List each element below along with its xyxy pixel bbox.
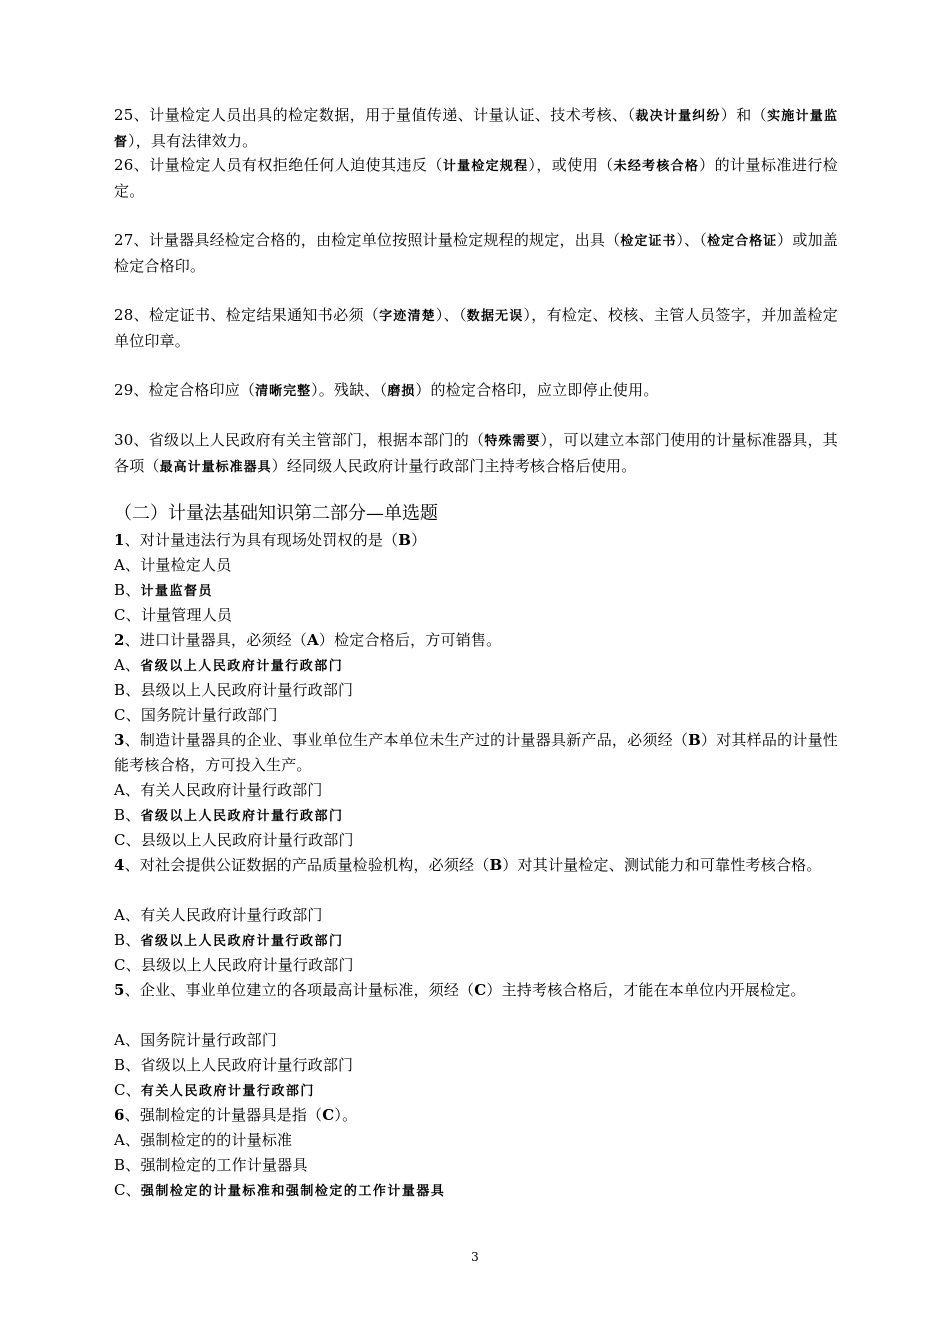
fill-text: 26、计量检定人员有权拒绝任何人迫使其违反（ bbox=[114, 156, 443, 174]
question-stem bbox=[114, 528, 838, 553]
question-text: ）主持考核合格后，才能在本单位内开展检定。 bbox=[486, 981, 806, 999]
fill-answer: 清晰完整 bbox=[255, 384, 312, 399]
option-b bbox=[114, 1053, 838, 1078]
option-label: C、 bbox=[114, 831, 141, 849]
option-b-correct bbox=[114, 803, 838, 829]
fill-answer: 检定证书 bbox=[620, 234, 677, 249]
option-c bbox=[114, 703, 838, 728]
question-text: 、强制检定的计量器具是指（ bbox=[124, 1106, 323, 1124]
option-a bbox=[114, 553, 838, 578]
fill-answer: 特殊需要 bbox=[484, 434, 541, 449]
option-label: A、 bbox=[114, 656, 141, 674]
option-text: 有关人民政府计量行政部门 bbox=[140, 781, 323, 799]
question-text: 、对计量违法行为具有现场处罚权的是（ bbox=[124, 531, 399, 549]
option-a bbox=[114, 778, 838, 803]
option-text: 县级以上人民政府计量行政部门 bbox=[140, 831, 354, 849]
question-answer: C bbox=[474, 981, 487, 999]
question-text: ） bbox=[411, 531, 427, 549]
option-text: 计量监督员 bbox=[140, 584, 213, 599]
question-number: 6 bbox=[114, 1106, 125, 1124]
option-label: B、 bbox=[114, 1156, 141, 1174]
question-stem bbox=[114, 1103, 838, 1128]
option-label: A、 bbox=[114, 1131, 141, 1149]
question-stem bbox=[114, 853, 838, 878]
option-c bbox=[114, 953, 838, 978]
option-text: 国务院计量行政部门 bbox=[140, 1031, 278, 1049]
option-label: B、 bbox=[114, 1056, 141, 1074]
question-answer: B bbox=[688, 731, 701, 749]
option-c-correct bbox=[114, 1178, 838, 1204]
option-label: A、 bbox=[114, 781, 141, 799]
question-number: 5 bbox=[114, 981, 125, 999]
option-text: 省级以上人民政府计量行政部门 bbox=[140, 809, 344, 824]
fill-text: 29、检定合格印应（ bbox=[114, 381, 256, 399]
option-label: C、 bbox=[114, 1081, 141, 1099]
fill-item-30 bbox=[114, 428, 838, 480]
page-number: 3 bbox=[471, 1250, 479, 1264]
option-text: 县级以上人民政府计量行政部门 bbox=[140, 956, 354, 974]
question-stem bbox=[114, 728, 838, 778]
fill-text: ）或加盖检定合格印。 bbox=[114, 231, 838, 275]
question-stem bbox=[114, 628, 838, 653]
option-a-correct bbox=[114, 653, 838, 679]
option-label: B、 bbox=[114, 931, 141, 949]
option-text: 计量管理人员 bbox=[140, 606, 233, 624]
option-label: C、 bbox=[114, 1181, 141, 1199]
option-text: 强制检定的计量标准和强制检定的工作计量器具 bbox=[140, 1184, 446, 1199]
fill-text: ），有检定、校核、主管人员签字，并加盖检定单位印章。 bbox=[114, 306, 838, 350]
option-b bbox=[114, 1153, 838, 1178]
fill-text: ），具有法律效力。 bbox=[128, 132, 258, 150]
fill-text: 27、计量器具经检定合格的，由检定单位按照计量检定规程的规定，出具（ bbox=[114, 231, 621, 249]
fill-text: 28、检定证书、检定结果通知书必须（ bbox=[114, 306, 380, 324]
option-text: 有关人民政府计量行政部门 bbox=[140, 906, 323, 924]
fill-answer: 裁决计量纠纷 bbox=[635, 109, 721, 124]
option-text: 国务院计量行政部门 bbox=[140, 706, 278, 724]
fill-text: ）。残缺、（ bbox=[311, 381, 388, 399]
question-number: 4 bbox=[114, 856, 125, 874]
fill-answer: 未经考核合格 bbox=[613, 159, 700, 174]
option-b-correct bbox=[114, 578, 838, 604]
fill-text: ），可以建立本部门使用的计量标准器具，其各项（ bbox=[114, 431, 838, 475]
question-number: 2 bbox=[114, 631, 125, 649]
option-label: C、 bbox=[114, 956, 141, 974]
fill-item-28 bbox=[114, 303, 838, 354]
question-answer: B bbox=[489, 856, 503, 874]
fill-text: ）经同级人民政府计量行政部门主持考核合格后使用。 bbox=[271, 457, 637, 475]
option-a bbox=[114, 1128, 838, 1153]
option-label: B、 bbox=[114, 806, 141, 824]
fill-answer: 最高计量标准器具 bbox=[159, 460, 272, 475]
section-title: （二）计量法基础知识第二部分—单选题 bbox=[114, 503, 438, 524]
option-label: B、 bbox=[114, 581, 141, 599]
fill-answer: 字迹清楚 bbox=[379, 309, 436, 324]
fill-answer: 磨损 bbox=[387, 384, 416, 399]
option-label: A、 bbox=[114, 906, 141, 924]
fill-item-27 bbox=[114, 228, 838, 279]
fill-text: ），或使用（ bbox=[528, 156, 614, 174]
fill-text: ）和（ bbox=[720, 106, 768, 124]
option-c-correct bbox=[114, 1078, 838, 1104]
option-c bbox=[114, 603, 838, 628]
question-stem bbox=[114, 978, 838, 1003]
question-text: 、进口计量器具，必须经（ bbox=[124, 631, 308, 649]
fill-answer: 检定合格证 bbox=[707, 234, 778, 249]
option-label: C、 bbox=[114, 706, 141, 724]
option-text: 计量检定人员 bbox=[140, 556, 232, 574]
option-b-correct bbox=[114, 928, 838, 954]
question-text: 、企业、事业单位建立的各项最高计量标准，须经（ bbox=[124, 981, 475, 999]
fill-text: ）、（ bbox=[676, 231, 708, 249]
fill-text: ）的检定合格印，应立即停止使用。 bbox=[415, 381, 659, 399]
option-text: 省级以上人民政府计量行政部门 bbox=[140, 659, 344, 674]
question-answer: C bbox=[322, 1106, 335, 1124]
option-text: 省级以上人民政府计量行政部门 bbox=[140, 934, 344, 949]
option-a bbox=[114, 903, 838, 928]
option-b bbox=[114, 678, 838, 703]
option-label: B、 bbox=[114, 681, 141, 699]
option-label: A、 bbox=[114, 1031, 141, 1049]
option-text: 强制检定的的计量标准 bbox=[140, 1131, 293, 1149]
option-text: 强制检定的工作计量器具 bbox=[140, 1156, 308, 1174]
option-label: C、 bbox=[114, 606, 141, 624]
question-answer: B bbox=[398, 531, 412, 549]
question-answer: A bbox=[307, 631, 319, 649]
fill-text: ）的计量标准进行检定。 bbox=[114, 156, 838, 200]
fill-item-25 bbox=[114, 103, 838, 155]
fill-item-29 bbox=[114, 378, 838, 404]
question-text: ）检定合格后，方可销售。 bbox=[318, 631, 502, 649]
question-text: ）对其计量检定、测试能力和可靠性考核合格。 bbox=[502, 856, 822, 874]
question-text: ）。 bbox=[334, 1106, 358, 1124]
fill-answer: 计量检定规程 bbox=[442, 159, 529, 174]
fill-answer: 数据无误 bbox=[466, 309, 524, 324]
option-text: 县级以上人民政府计量行政部门 bbox=[140, 681, 354, 699]
fill-text: 30、省级以上人民政府有关主管部门，根据本部门的（ bbox=[114, 431, 485, 449]
option-a bbox=[114, 1028, 838, 1053]
fill-text: 25、计量检定人员出具的检定数据，用于量值传递、计量认证、技术考核、（ bbox=[114, 106, 636, 124]
question-text: 、对社会提供公证数据的产品质量检验机构，必须经（ bbox=[124, 856, 490, 874]
option-text: 省级以上人民政府计量行政部门 bbox=[140, 1056, 354, 1074]
option-text: 有关人民政府计量行政部门 bbox=[140, 1084, 315, 1099]
option-c bbox=[114, 828, 838, 853]
question-text: 、制造计量器具的企业、事业单位生产本单位未生产过的计量器具新产品，必须经（ bbox=[124, 731, 689, 749]
option-label: A、 bbox=[114, 556, 141, 574]
question-number: 1 bbox=[114, 531, 125, 549]
fill-item-26 bbox=[114, 153, 838, 204]
fill-text: ）、（ bbox=[435, 306, 467, 324]
question-text: ）对其样品的计量性能考核合格，方可投入生产。 bbox=[114, 731, 838, 774]
fill-answer: 实施计量监督 bbox=[114, 109, 838, 150]
question-number: 3 bbox=[114, 731, 125, 749]
